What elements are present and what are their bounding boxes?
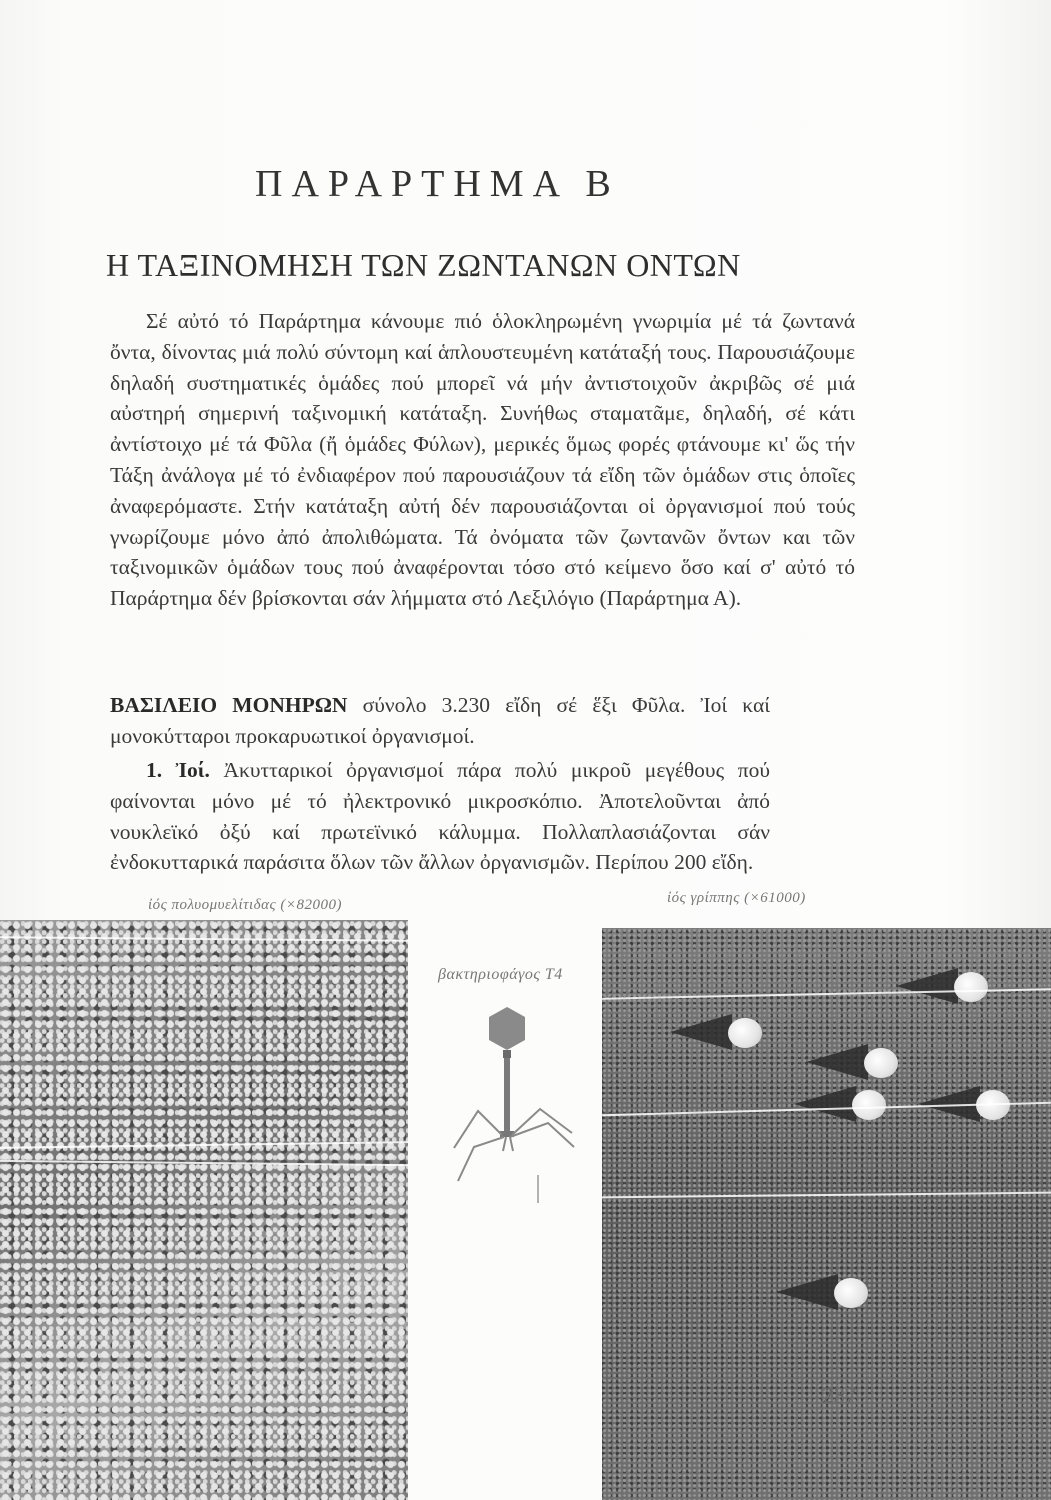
phage-tail-fibers <box>454 1109 574 1181</box>
phage-head <box>489 1007 525 1050</box>
bacteriophage-caption: βακτηριοφάγος Τ4 <box>438 966 563 983</box>
film-scratch <box>0 936 408 941</box>
bacteriophage-diagram <box>440 995 600 1205</box>
page-number: 237 <box>822 1383 857 1408</box>
intro-paragraph: Σέ αὐτό τό Παράρτημα κάνουμε πιό ὁλοκληρωμένη γνωριμία μέ τά ζωντανά ὄντα, δίνοντας μιά πολύ σύντομη καί ἁπλουστευμένη κατάταξή τους. Παρουσιάζουμε δηλαδή συστηματικές ὁμάδες πού μπορεῖ νά μήν ἀντιστοιχοῦν ἀκριβῶς σέ μιά αὐστηρή σημερινή ταξινομική κατάταξη. Συνήθως σταματᾶμε, δηλαδή, σέ κάτι ἀντίστοιχο μέ τά Φῦλα (ἤ ὁμάδες Φύλων), μερικές ὅμως φορές φτάνουμε κι' ὥς τήν Τάξη ἀνάλογα μέ τό ἐνδιαφέρον πού παρουσιάζουν τά εἴδη τῶν ὁμάδων στις ὁποῖες ἀναφερόμαστε. Στήν κατάταξη αὐτή δέν παρουσιάζονται οἱ ὀργανισμοί πού τούς γνωρίζουμε μόνο ἀπό ἀπολιθώματα. Τά ὀνόματα τῶν ζωντανῶν ὄντων και τῶν ταξινομικῶν ὁμάδων τους πού ἀναφέρονται τόσο στό κείμενο ὅσο καί σ' αὐτό τό Παράρτημα δέν βρίσκονται σάν λήμματα στό Λεξιλόγιο (Παράρτημα Α). <box>110 309 855 611</box>
kingdom-paragraph <box>110 690 770 752</box>
polio-caption: ἰός πολυομυελίτιδας (×82000) <box>148 897 342 913</box>
film-scratch <box>0 1141 408 1148</box>
influenza-micrograph <box>602 928 1051 1500</box>
virus-heading: 1. Ἰοί. <box>146 758 210 782</box>
chapter-title: Η ΤΑΞΙΝΟΜΗΣΗ ΤΩΝ ΖΩΝΤΑΝΩΝ ΟΝΤΩΝ <box>106 247 741 283</box>
polio-micrograph <box>0 920 408 1500</box>
phage-collar <box>503 1050 511 1058</box>
virus-paragraph <box>110 755 770 878</box>
virus-text: Ἀκυτταρικοί ὀργανισμοί πάρα πολύ μικροῦ μεγέθους πού φαίνονται μόνο μέ τό ἠλεκτρονικό μικροσκόπιο. Ἀποτελοῦνται ἀπό νουκλεϊκό ὀξύ καί πρωτεϊνικό κάλυμμα. Πολλαπλασιάζονται σάν ἐνδοκυτταρικά παράσιτα ὅλων τῶν ἄλλων ὀργανισμῶν. Περίπου 200 εἴδη. <box>110 758 770 875</box>
appendix-title: ΠΑΡΑΡΤΗΜΑ Β <box>255 163 620 205</box>
kingdom-heading: ΒΑΣΙΛΕΙΟ ΜΟΝΗΡΩΝ <box>110 693 348 717</box>
influenza-caption: ἰός γρίππης (×61000) <box>667 890 806 906</box>
phage-tail <box>504 1058 510 1134</box>
film-scratch <box>0 1160 408 1166</box>
kingdom-text: σύνολο 3.230 εἴδη σέ ἕξι Φῦλα. Ἰοί καί μονοκύτταροι προκαρυωτικοί ὀργανισμοί. <box>110 693 770 748</box>
film-scratch <box>602 1192 1051 1198</box>
